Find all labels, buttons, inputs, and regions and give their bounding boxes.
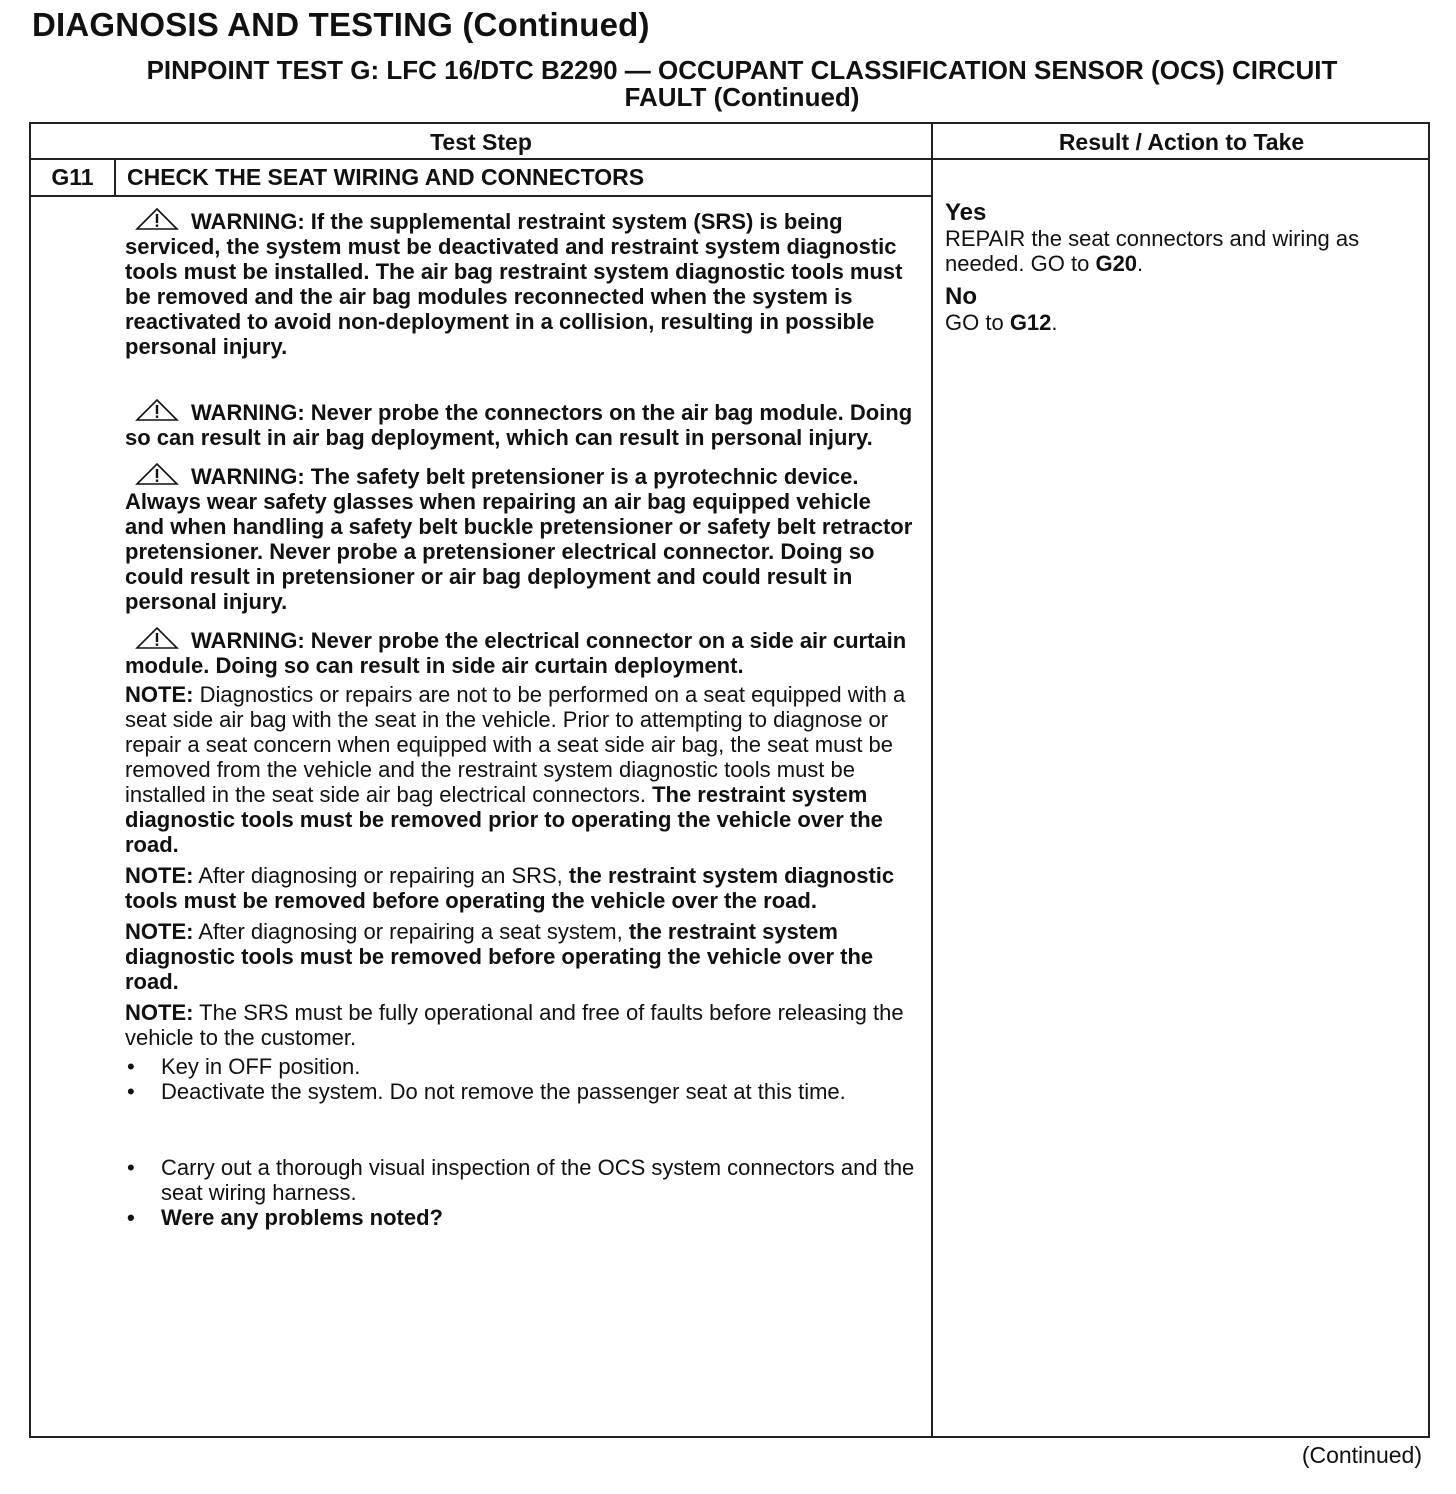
result-no-action: [945, 310, 1425, 335]
result-yes-target: G20: [1095, 251, 1138, 276]
note-emphasis: The restraint system diagnostic tools must be removed prior to operating the vehicle over the road.: [125, 782, 883, 857]
result-no-end: .: [1051, 310, 1058, 335]
column-header-result: Result / Action to Take: [1058, 129, 1305, 155]
list-item: • Key in OFF position.: [125, 1054, 915, 1079]
warning-triangle-icon: [135, 399, 179, 421]
pinpoint-test-title: [32, 57, 1452, 111]
test-title-line-1: PINPOINT TEST G: LFC 16/DTC B2290 — OCCUPANT CLASSIFICATION SENSOR (OCS) CIRCUIT: [146, 55, 1338, 85]
warning-triangle-icon: [135, 463, 179, 485]
note-text: After diagnosing or repairing a seat system,: [198, 919, 623, 944]
result-yes-action: [945, 226, 1425, 276]
warning-text: WARNING: Never probe the electrical connector on a side air curtain module. Doing so can result in side air curtain deployment.: [125, 628, 907, 678]
result-no-target: G12: [1009, 310, 1052, 335]
warning-text: WARNING: The safety belt pretensioner is a pyrotechnic device. Always wear safety glasses when repairing an air bag equipped vehicle and when handling a safety belt buckle pretensioner or safety belt retractor pretensioner. Never probe a pretensioner electrical connector. Doing so could result in pretensioner or air bag deployment and could result in personal injury.: [125, 464, 913, 614]
procedure-list-b: [125, 1155, 915, 1230]
step-id: G11: [51, 164, 94, 190]
warning-side-air-curtain: [125, 627, 915, 678]
result-yes-label: Yes: [945, 199, 987, 226]
warning-triangle-icon: [135, 627, 179, 649]
note-emphasis: the restraint system diagnostic tools must be removed before operating the vehicle over the road.: [125, 919, 874, 994]
note-text: Diagnostics or repairs are not to be performed on a seat equipped with a seat side air bag with the seat in the vehicle. Prior to attempting to diagnose or repair a seat concern when equipped with a seat side air bag, the seat must be removed from the vehicle and the restraint system diagnostic tools must be installed in the seat side air bag electrical connectors.: [125, 682, 906, 807]
header-rule: [31, 158, 1428, 160]
page-title: DIAGNOSIS AND TESTING (Continued): [32, 6, 650, 43]
note-after-seat-system: [125, 919, 915, 994]
result-yes-text: REPAIR the seat connectors and wiring as needed. GO to: [945, 226, 1360, 276]
warning-srs: [125, 208, 915, 359]
note-label: NOTE:: [125, 863, 194, 888]
column-header-test-step: Test Step: [430, 129, 532, 155]
continued-footer: (Continued): [1301, 1442, 1422, 1468]
note-emphasis: the restraint system diagnostic tools must be removed before operating the vehicle over the road.: [125, 863, 895, 913]
step-id-divider: [114, 159, 116, 196]
warning-pretensioner: [125, 463, 915, 614]
note-text: The SRS must be fully operational and free of faults before releasing the vehicle to the customer.: [125, 1000, 904, 1050]
result-no-text: GO to: [945, 310, 1004, 335]
result-no-label: No: [945, 283, 977, 310]
note-seat-side-air-bag: [125, 682, 915, 857]
test-step-table: [29, 122, 1430, 1438]
list-item: • Carry out a thorough visual inspection of the OCS system connectors and the seat wiring harness.: [125, 1155, 915, 1205]
test-title-line-2: FAULT (Continued): [624, 82, 860, 112]
note-label: NOTE:: [125, 919, 194, 944]
note-label: NOTE:: [125, 1000, 194, 1025]
warning-air-bag-connectors: [125, 399, 915, 450]
step-title: CHECK THE SEAT WIRING AND CONNECTORS: [127, 164, 645, 190]
list-item: • Deactivate the system. Do not remove the passenger seat at this time.: [125, 1079, 915, 1104]
warning-text: WARNING: Never probe the connectors on the air bag module. Doing so can result in air bag deployment, which can result in personal injury.: [125, 400, 913, 450]
spacer: [125, 1104, 915, 1155]
step-title-rule: [31, 195, 931, 197]
result-column: [945, 200, 1425, 343]
note-srs-operational: [125, 1000, 915, 1050]
question-item: • Were any problems noted?: [125, 1205, 915, 1230]
note-after-srs: [125, 863, 915, 913]
warning-triangle-icon: [135, 208, 179, 230]
result-yes-end: .: [1137, 251, 1144, 276]
step-body: [125, 208, 915, 1230]
note-label: NOTE:: [125, 682, 194, 707]
warning-text: WARNING: If the supplemental restraint system (SRS) is being serviced, the system must be deactivated and restraint system diagnostic tools must be installed. The air bag restraint system diagnostic tools must be removed and the air bag modules reconnected when the system is reactivated to avoid non-deployment in a collision, resulting in possible personal injury.: [125, 209, 903, 359]
note-text: After diagnosing or repairing an SRS,: [198, 863, 563, 888]
procedure-list-a: [125, 1054, 915, 1104]
column-divider: [931, 124, 933, 1436]
